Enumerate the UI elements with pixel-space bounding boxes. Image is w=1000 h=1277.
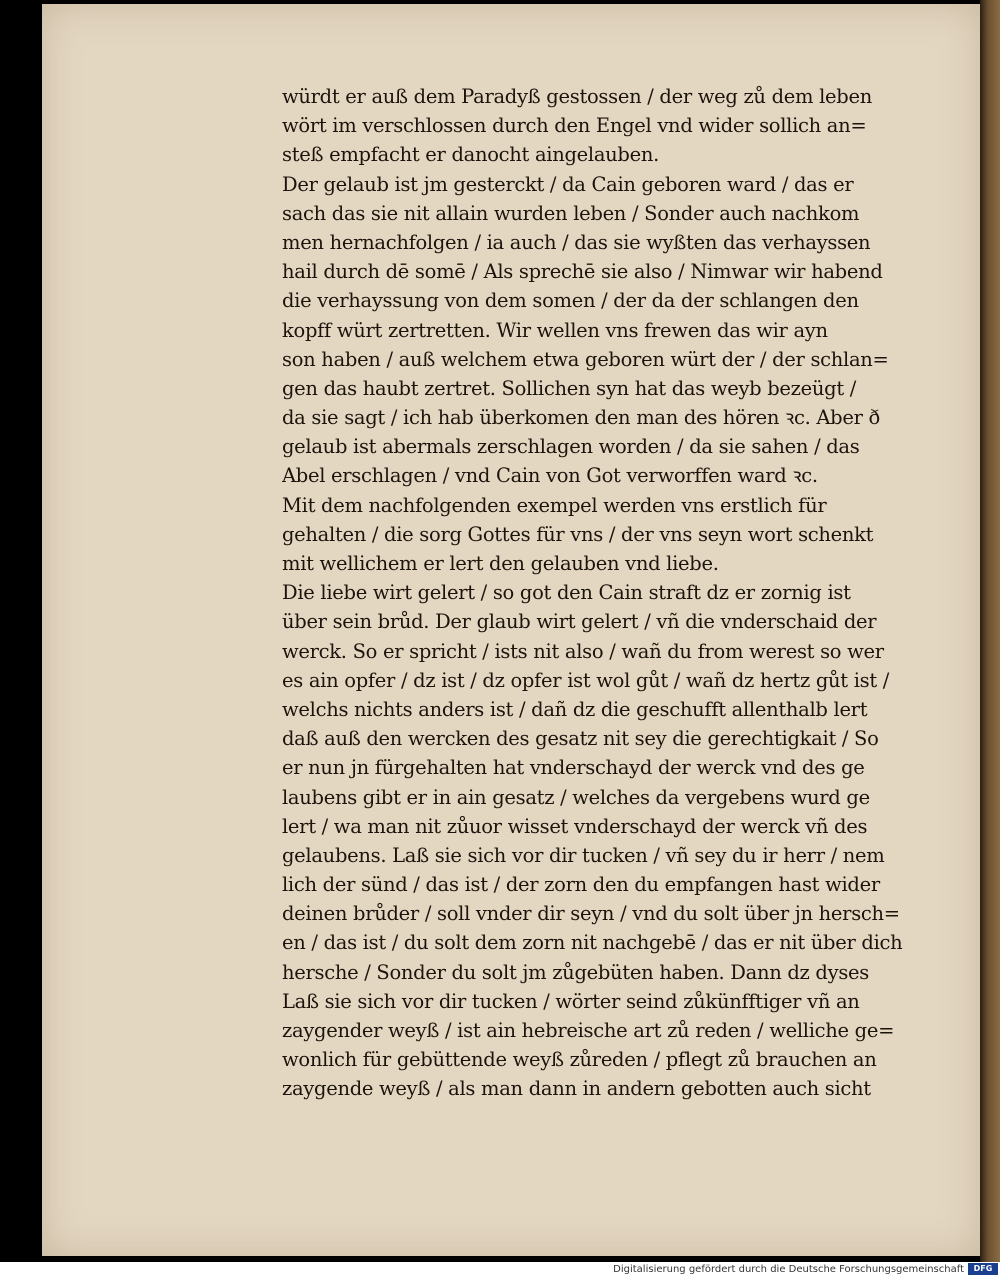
funding-notice: Digitalisierung gefördert durch die Deutsche Forschungsgemeinschaft: [613, 1264, 964, 1275]
text-line: men hernachfolgen / ia auch / das sie wyßten das verhayssen: [282, 230, 871, 254]
text-line: Abel erschlagen / vnd Cain von Got verworffen ward ꝛc.: [282, 464, 818, 488]
text-line: es ain opfer / dz ist / dz opfer ist wol gůt / wañ dz hertz gůt ist /: [282, 668, 890, 692]
text-line: Laß sie sich vor dir tucken / wörter seind zůkünfftiger vñ an: [282, 989, 860, 1013]
text-line: gehalten / die sorg Gottes für vns / der vns seyn wort schenkt: [282, 522, 874, 546]
text-line: über sein brůd. Der glaub wirt gelert / vñ die vnderschaid der: [282, 610, 877, 634]
text-line: steß empfacht er danocht aingelauben.: [282, 143, 660, 167]
text-line: zaygender weyß / ist ain hebreische art zů reden / welliche ge=: [282, 1019, 895, 1042]
text-line: daß auß den wercken des gesatz nit sey die gerechtigkait / So: [282, 727, 879, 751]
text-line: laubens gibt er in ain gesatz / welches da vergebens wurd ge: [282, 785, 870, 809]
text-line: lich der sünd / das ist / der zorn den du empfangen hast wider: [282, 873, 880, 897]
text-line: er nun jn fürgehalten hat vnderschayd der werck vnd des ge: [282, 756, 865, 780]
book-spine-edge: [980, 0, 1000, 1262]
text-line: die verhayssung von dem somen / der da der schlangen den: [282, 289, 859, 313]
text-line: zaygende weyß / als man dann in andern gebotten auch sicht: [282, 1077, 871, 1101]
text-line: welchs nichts anders ist / dañ dz die geschufft allenthalb lert: [282, 697, 868, 721]
text-line: wört im verschlossen durch den Engel vnd wider sollich an=: [282, 114, 867, 138]
text-line: mit wellichem er lert den gelauben vnd liebe.: [282, 552, 719, 575]
text-line: en / das ist / du solt dem zorn nit nachgebē / das er nit über dich: [282, 931, 903, 955]
text-line: sach das sie nit allain wurden leben / Sonder auch nachkom: [282, 201, 860, 225]
text-line: son haben / auß welchem etwa geboren würt der / der schlan=: [282, 347, 889, 371]
text-line: werck. So er spricht / ists nit also / wañ du from werest so wer: [282, 639, 884, 663]
text-line: hersche / Sonder du solt jm zůgebüten haben. Dann dz dyses: [282, 960, 869, 984]
text-line: kopff würt zertretten. Wir wellen vns frewen das wir ayn: [282, 318, 828, 342]
text-line: deinen brůder / soll vnder dir seyn / vnd du solt über jn hersch=: [282, 902, 900, 926]
text-line: würdt er auß dem Paradyß gestossen / der weg zů dem leben: [282, 85, 872, 108]
text-line: gelaub ist abermals zerschlagen worden / da sie sahen / das: [282, 435, 860, 459]
text-line: Mit dem nachfolgenden exempel werden vns erstlich für: [282, 493, 827, 517]
footer-bar: [0, 1262, 1000, 1277]
text-line: lert / wa man nit zůuor wisset vnderschayd der werck vñ des: [282, 814, 868, 838]
text-line: gen das haubt zertret. Sollichen syn hat das weyb bezeügt /: [282, 376, 857, 400]
text-line: da sie sagt / ich hab überkomen den man des hören ꝛc. Aber ð: [282, 406, 880, 430]
text-line: Die liebe wirt gelert / so got den Cain straft dz er zornig ist: [282, 581, 851, 605]
text-line: wonlich für gebüttende weyß zůreden / pflegt zů brauchen an: [282, 1048, 877, 1072]
book-page: [42, 4, 980, 1256]
dfg-logo-icon: DFG: [968, 1263, 998, 1275]
text-line: hail durch dē somē / Als sprechē sie also / Nimwar wir habend: [282, 260, 883, 284]
text-line: gelaubens. Laß sie sich vor dir tucken / vñ sey du ir herr / nem: [282, 843, 885, 867]
page-text: [282, 82, 942, 1104]
text-line: Der gelaub ist jm gesterckt / da Cain geboren ward / das er: [282, 172, 854, 196]
